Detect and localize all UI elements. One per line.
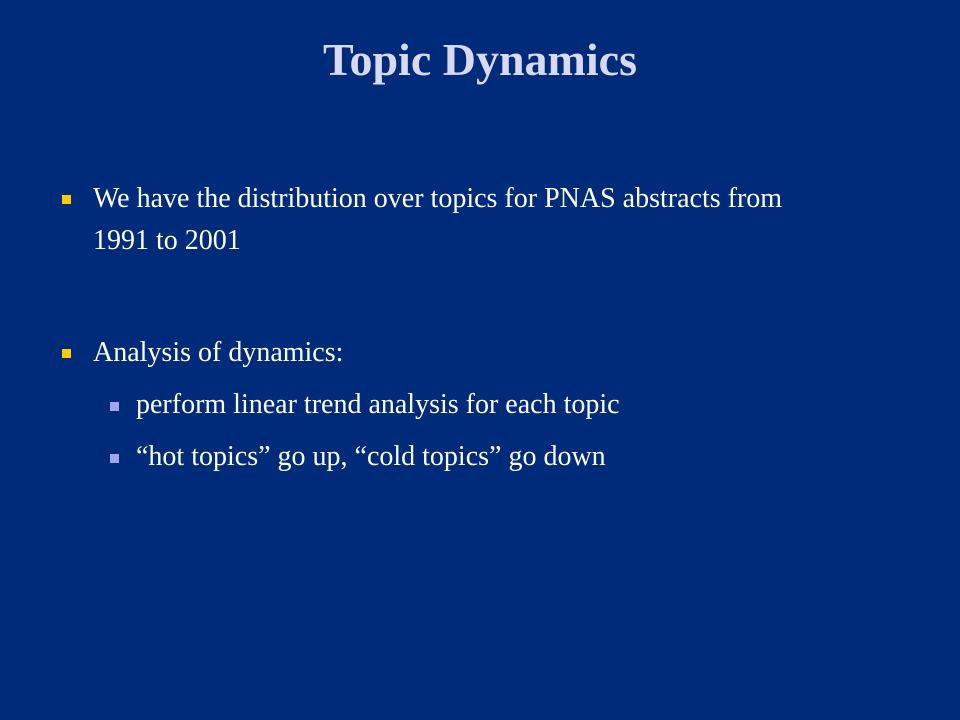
bullet-text: Analysis of dynamics: <box>93 337 344 368</box>
bullet-square-icon <box>62 349 71 358</box>
sub-bullet-square-icon <box>110 402 119 411</box>
sub-bullet-text: “hot topics” go up, “cold topics” go down <box>136 441 606 472</box>
sub-bullet-square-icon <box>110 454 119 463</box>
slide-title: Topic Dynamics <box>323 34 637 85</box>
bullet-square-icon <box>62 195 71 204</box>
bullet-text: We have the distribution over topics for PNAS abstracts from 1991 to 2001 <box>93 183 783 256</box>
sub-bullet-text: perform linear trend analysis for each topic <box>136 389 620 420</box>
